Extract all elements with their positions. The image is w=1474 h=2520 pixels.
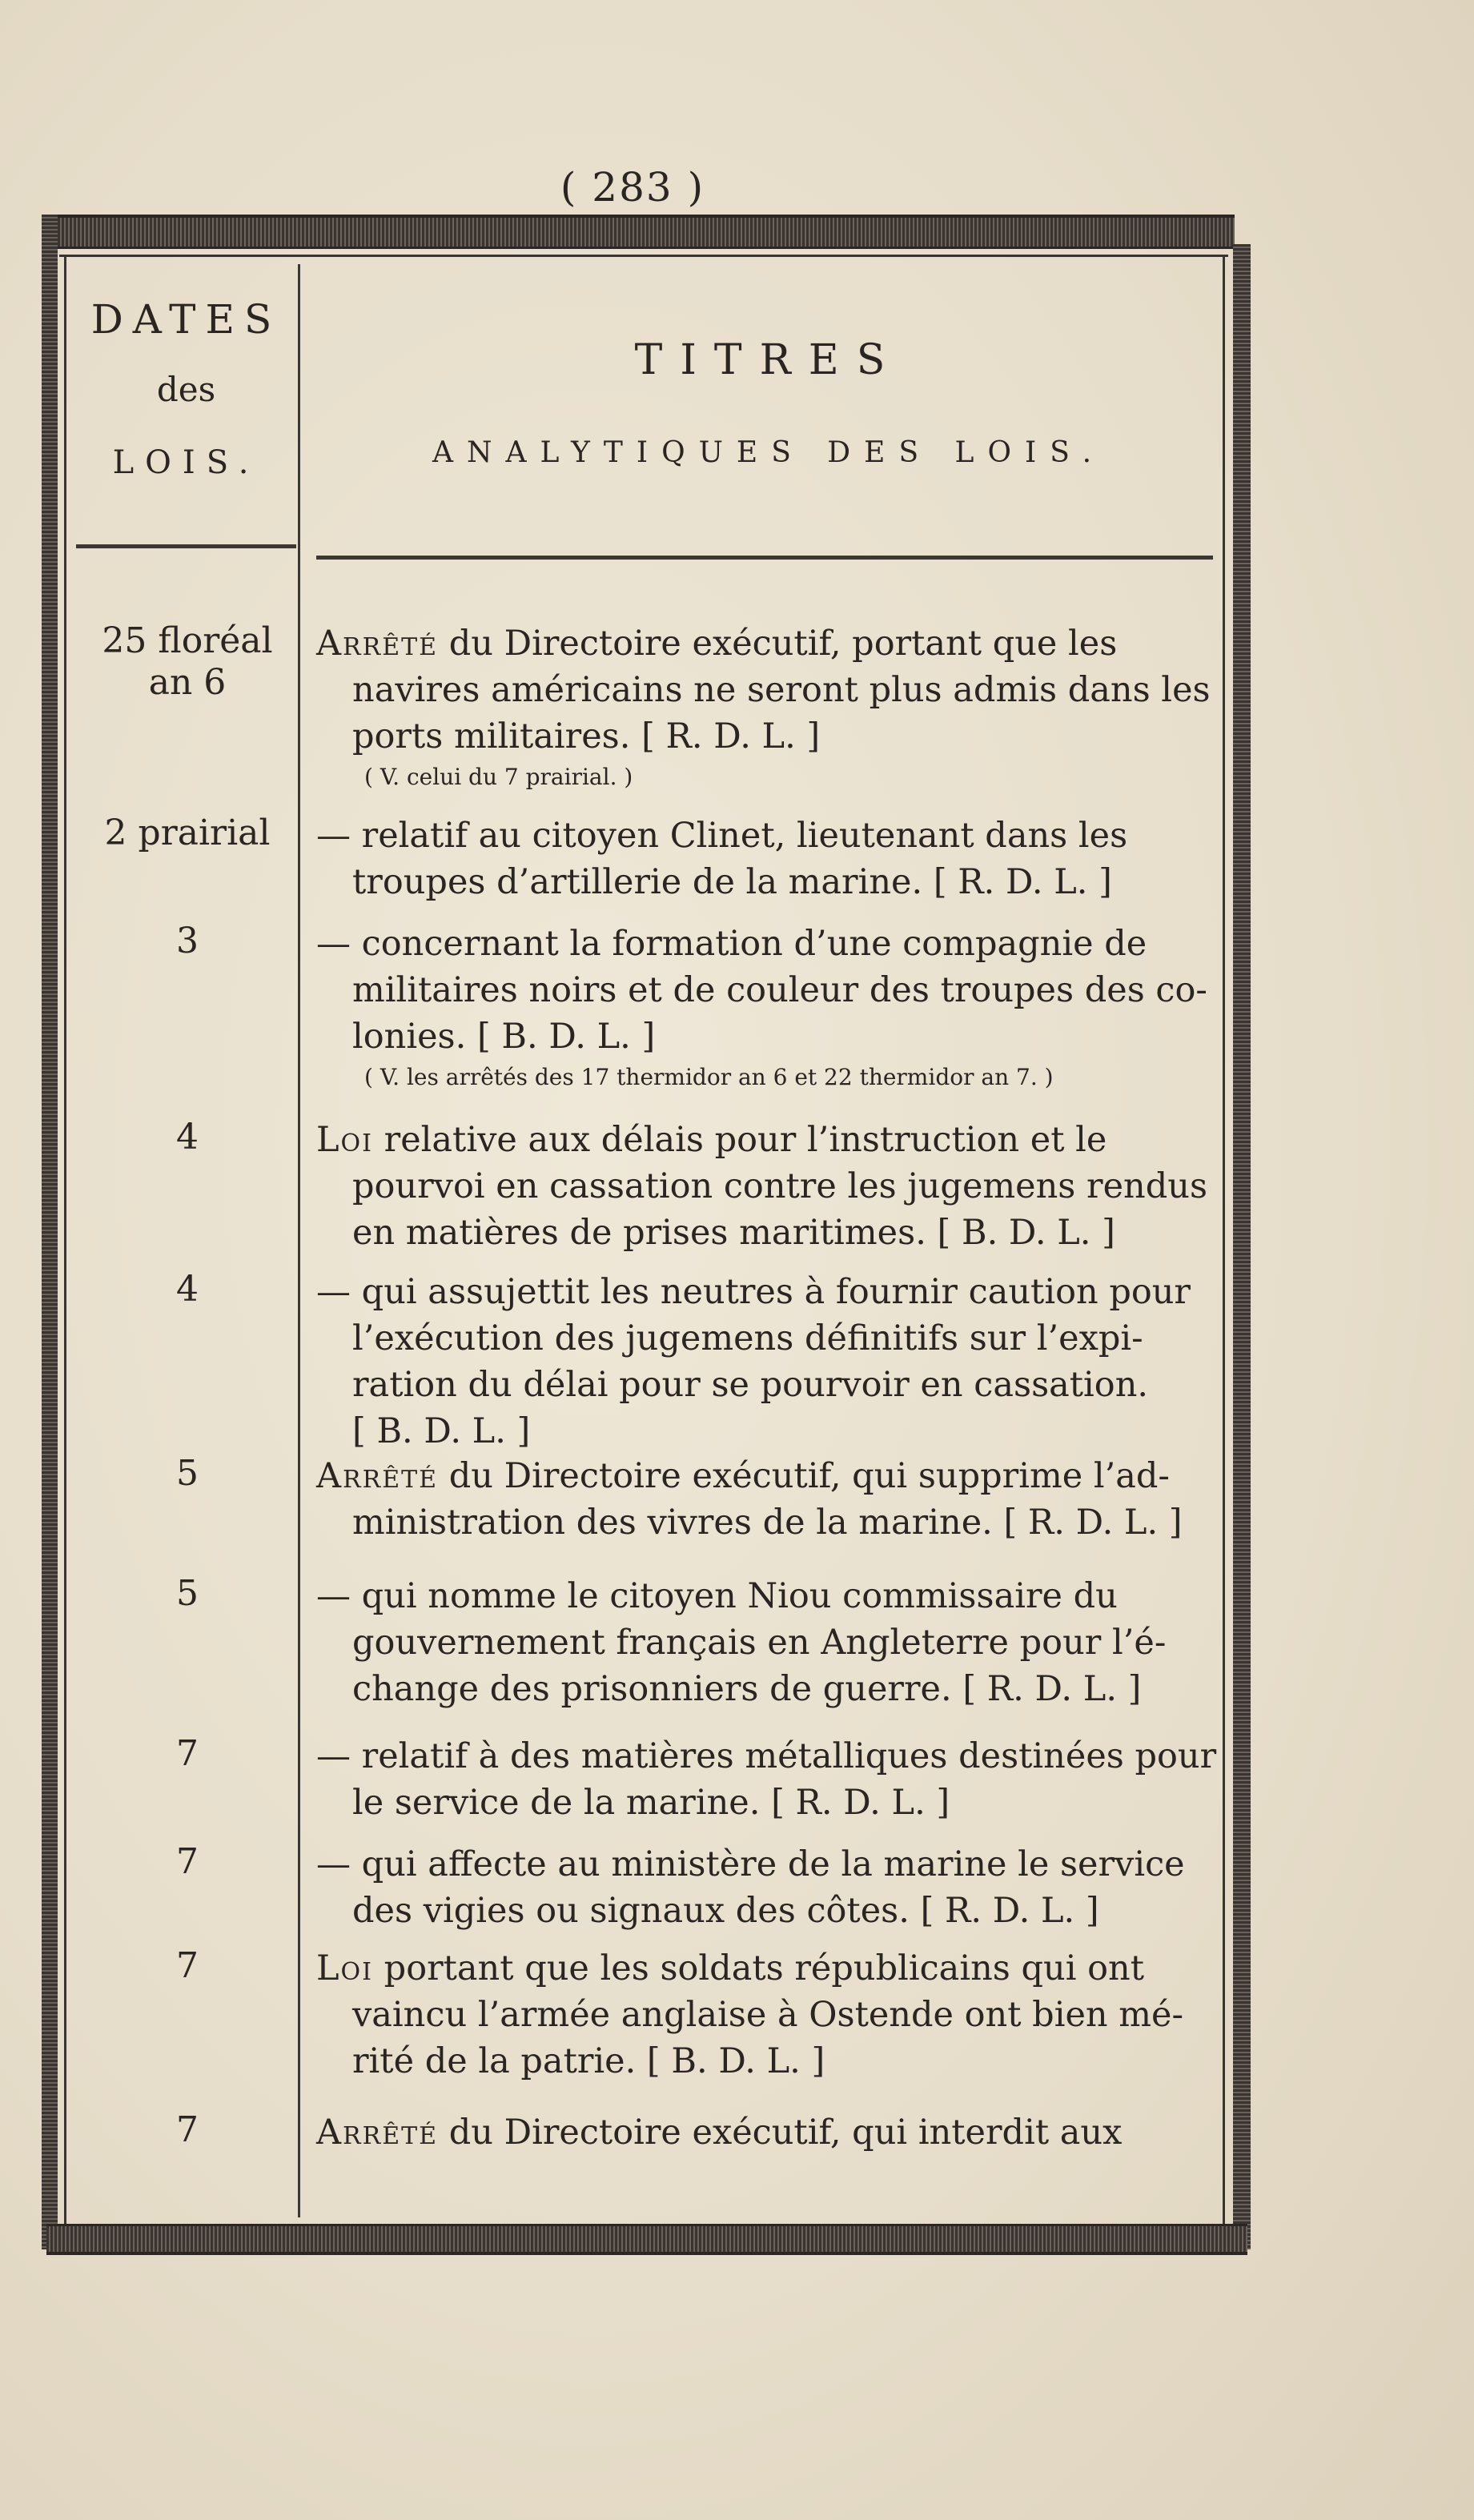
entry-date xyxy=(80,1453,295,1495)
entry-line-text: — qui assujettit les neutres à fournir caution pour xyxy=(316,1272,1191,1312)
entry-text-line xyxy=(316,1269,1205,1315)
entry-date xyxy=(80,2109,295,2151)
entry-text-line xyxy=(316,620,1205,667)
entry-text-line xyxy=(316,1841,1205,1888)
entry-text-line xyxy=(316,1210,1205,1256)
entry-text-line xyxy=(316,667,1211,713)
entry-text-line xyxy=(316,1573,1205,1619)
entry-text-line xyxy=(316,1315,1205,1362)
entry-title xyxy=(316,1945,1205,2085)
entry-text-line xyxy=(316,1888,1205,1934)
entry-line-text: des vigies ou signaux des côtes. [ R. D. L. ] xyxy=(352,1891,1099,1931)
entry-text-line xyxy=(316,1666,1205,1712)
entry-line-text: ports militaires. [ R. D. L. ] xyxy=(352,716,821,756)
entry-text-line xyxy=(316,1117,1205,1163)
entry-line-text: gouvernement français en Angleterre pour l’é- xyxy=(352,1623,1167,1663)
entry-text-line xyxy=(316,2038,1205,2085)
entry-line-text: change des prisonniers de guerre. [ R. D. L. ] xyxy=(352,1669,1142,1709)
entry-date xyxy=(80,1841,295,1883)
entry-date-year: an 6 xyxy=(148,662,227,703)
entry-line-text: — concernant la formation d’une compagnie de xyxy=(316,924,1147,964)
entry-line-text: relative aux délais pour l’instruction et le xyxy=(373,1120,1107,1160)
entry-line-text: rité de la patrie. [ B. D. L. ] xyxy=(352,2041,825,2081)
entry-date-day: 4 xyxy=(176,1269,199,1310)
entry-text-line xyxy=(316,1992,1205,2038)
frame-rule-left xyxy=(64,255,66,2224)
entry-title xyxy=(316,1269,1205,1455)
entry-lead-word: Arrêté xyxy=(316,2113,439,2153)
entry-title xyxy=(316,813,1205,905)
entry-date xyxy=(80,1573,295,1615)
entry-line-text: du Directoire exécutif, qui interdit aux xyxy=(438,2113,1123,2153)
entry-line-text: ministration des vivres de la marine. [ R. D. L. ] xyxy=(352,1503,1183,1543)
entry-text-line xyxy=(316,1780,1205,1826)
entry-text-line xyxy=(316,859,1205,905)
entry-date-day: 7 xyxy=(176,1841,199,1882)
entry-date xyxy=(80,813,295,854)
page-number: ( 283 ) xyxy=(560,164,705,211)
entry-text-line xyxy=(316,921,1205,967)
entry-title xyxy=(316,1453,1205,1546)
entry-date xyxy=(80,620,295,704)
entry-line-text: — qui affecte au ministère de la marine le service xyxy=(316,1844,1185,1884)
entry-date xyxy=(80,1117,295,1158)
header-rule-titles xyxy=(316,556,1213,560)
header-des: des xyxy=(156,370,216,409)
entry-cross-reference-note: ( V. celui du 7 prairial. ) xyxy=(364,764,633,790)
frame-border-left xyxy=(42,215,58,2249)
entry-text-line xyxy=(316,1408,1205,1455)
entry-text-line xyxy=(316,1453,1205,1499)
entry-date-day: 7 xyxy=(176,1945,199,1986)
frame-rule-right xyxy=(1223,255,1225,2224)
entry-line-text: vaincu l’armée anglaise à Ostende ont bien mé- xyxy=(352,1995,1184,2035)
entry-text-line xyxy=(316,1163,1208,1210)
entry-lead-word: Loi xyxy=(316,1948,373,1988)
entry-date xyxy=(80,921,295,962)
entry-line-text: ration du délai pour se pourvoir en cassation. xyxy=(352,1365,1149,1405)
entry-date-day: 25 floréal xyxy=(102,620,273,661)
entry-lead-word: Arrêté xyxy=(316,624,439,664)
header-analytiques: ANALYTIQUES DES LOIS. xyxy=(432,436,1106,469)
frame-rule-top xyxy=(59,255,1228,257)
entry-title xyxy=(316,2109,1205,2156)
header-titres: TITRES xyxy=(634,336,903,384)
header-dates: DATES xyxy=(90,296,282,343)
entry-line-text: pourvoi en cassation contre les jugemens rendus xyxy=(352,1166,1208,1206)
entry-line-text: navires américains ne seront plus admis dans les xyxy=(352,670,1211,710)
column-divider xyxy=(298,264,300,2217)
header-rule-dates xyxy=(76,544,296,548)
entry-line-text: — relatif au citoyen Clinet, lieutenant dans les xyxy=(316,816,1128,856)
entry-date-day: 7 xyxy=(176,2109,199,2150)
entry-date xyxy=(80,1269,295,1310)
entry-title xyxy=(316,1841,1205,1934)
entry-text-line xyxy=(316,713,1205,760)
entry-line-text: du Directoire exécutif, portant que les xyxy=(438,624,1118,664)
entry-date-day: 5 xyxy=(176,1453,199,1494)
header-lois: LOIS. xyxy=(112,444,260,481)
entry-title xyxy=(316,620,1211,795)
entry-date-day: 4 xyxy=(176,1117,199,1158)
frame-border-right xyxy=(1233,244,1251,2249)
entry-text-line xyxy=(316,1013,1205,1060)
entry-line-text: lonies. [ B. D. L. ] xyxy=(352,1017,656,1057)
entry-line-text: militaires noirs et de couleur des troupes des co- xyxy=(352,970,1207,1010)
entry-title xyxy=(316,1733,1217,1826)
entry-line-text: — qui nomme le citoyen Niou commissaire du xyxy=(316,1576,1118,1616)
entry-cross-reference-note: ( V. les arrêtés des 17 thermidor an 6 et 22 thermidor an 7. ) xyxy=(364,1064,1054,1090)
entry-date xyxy=(80,1945,295,1987)
entry-text-line xyxy=(316,1499,1205,1546)
entry-date xyxy=(80,1733,295,1775)
entry-line-text: troupes d’artillerie de la marine. [ R. D. L. ] xyxy=(352,862,1112,902)
frame-border-top xyxy=(42,215,1235,249)
entry-text-line xyxy=(316,2109,1205,2156)
entry-title xyxy=(316,1573,1205,1712)
entry-line-text: [ B. D. L. ] xyxy=(352,1411,531,1451)
entry-text-line xyxy=(316,1619,1205,1666)
entry-text-line xyxy=(316,1362,1205,1408)
entry-lead-word: Arrêté xyxy=(316,1456,439,1496)
frame-border-bottom xyxy=(46,2224,1247,2255)
entry-line-text: du Directoire exécutif, qui supprime l’ad- xyxy=(438,1456,1170,1496)
entry-title xyxy=(316,921,1205,1095)
entry-title xyxy=(316,1117,1208,1256)
entry-line-text: l’exécution des jugemens définitifs sur l’expi- xyxy=(352,1318,1143,1358)
entry-line-text: — relatif à des matières métalliques destinées pour xyxy=(316,1736,1217,1776)
entry-text-line xyxy=(316,1733,1217,1780)
entry-line-text: en matières de prises maritimes. [ B. D. L. ] xyxy=(352,1213,1115,1253)
entry-date-day: 3 xyxy=(176,921,199,961)
entry-text-line xyxy=(316,813,1205,859)
entry-line-text: portant que les soldats républicains qui ont xyxy=(373,1948,1145,1988)
entry-text-line xyxy=(316,967,1205,1013)
entry-text-line xyxy=(316,1945,1205,1992)
entry-lead-word: Loi xyxy=(316,1120,373,1160)
entry-date-day: 2 prairial xyxy=(104,813,271,853)
entry-date-day: 5 xyxy=(176,1573,199,1614)
entry-date-day: 7 xyxy=(176,1733,199,1774)
entry-line-text: le service de la marine. [ R. D. L. ] xyxy=(352,1783,950,1823)
